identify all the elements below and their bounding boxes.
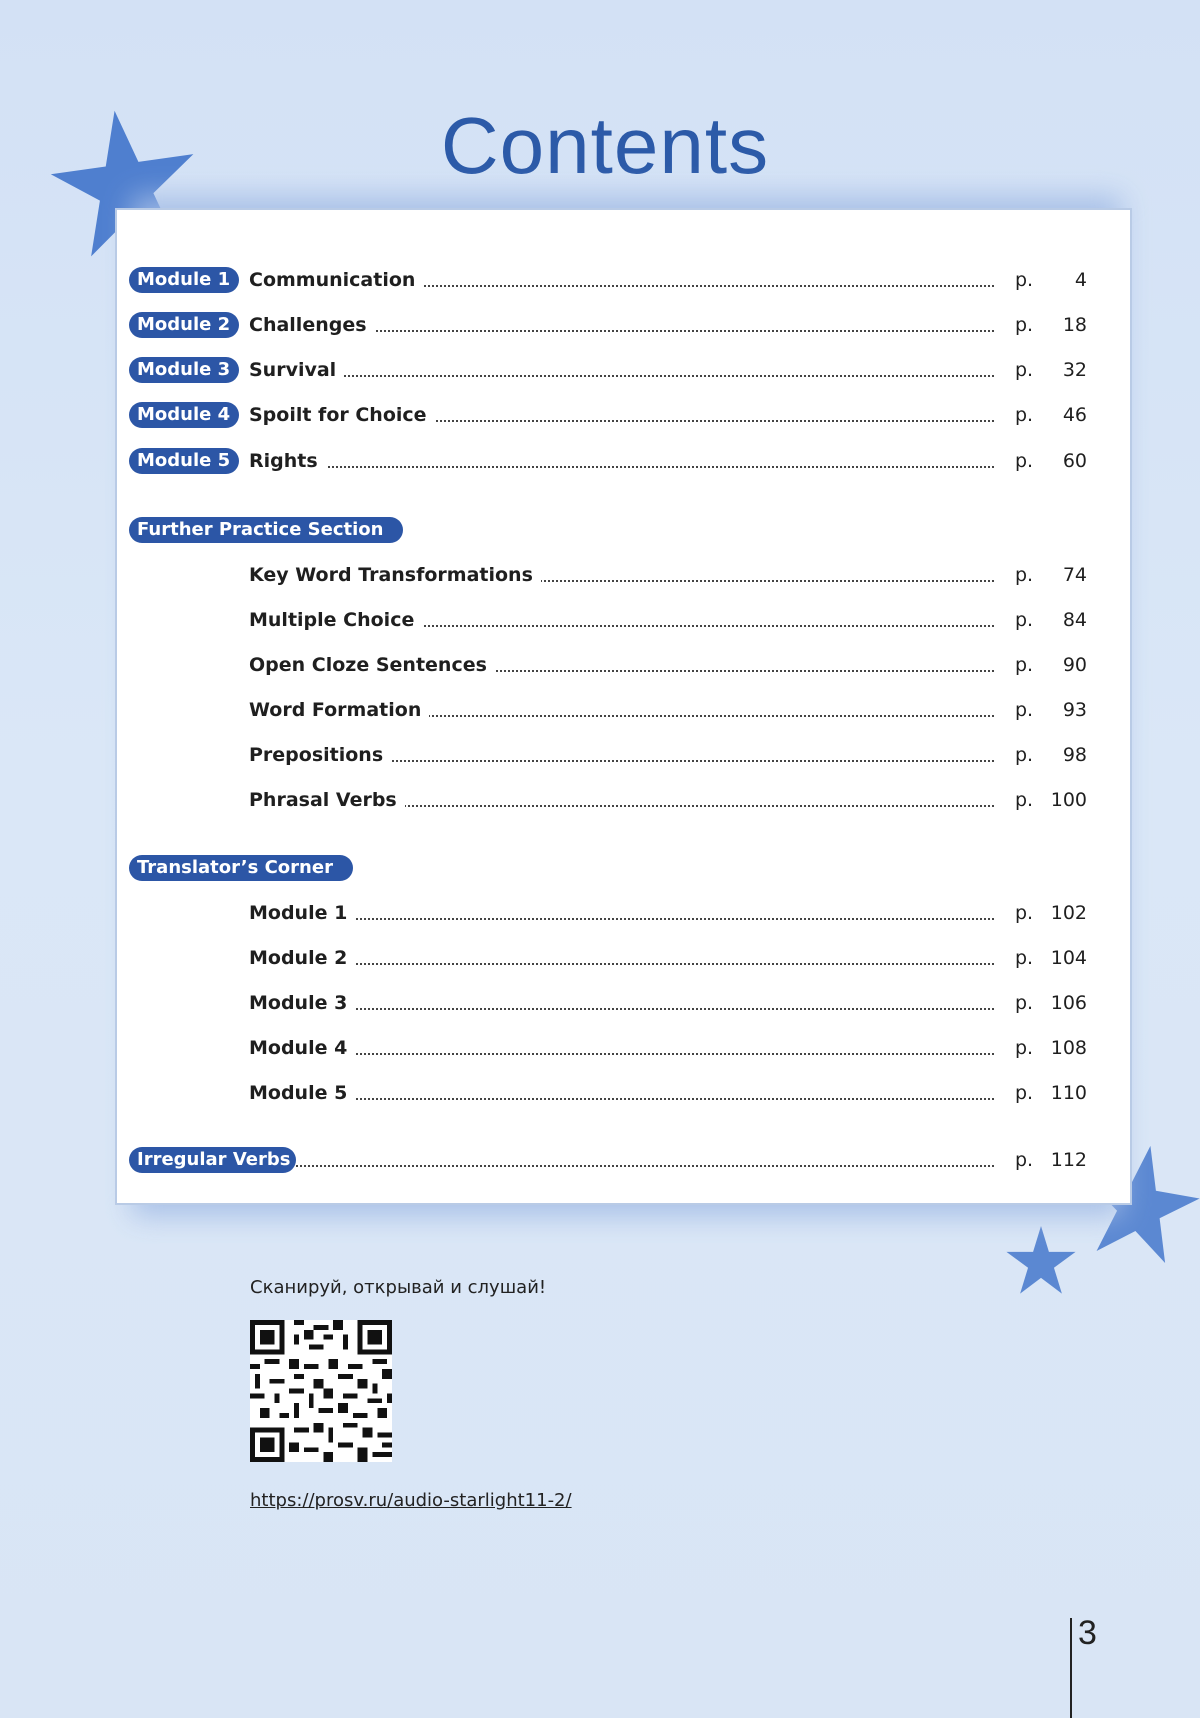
dotted-leader bbox=[249, 466, 994, 468]
page-number: 3 bbox=[1078, 1614, 1097, 1652]
toc-row-translator[interactable]: Module 2 p. 104 bbox=[249, 947, 1087, 969]
dotted-leader bbox=[249, 375, 994, 377]
toc-row-practice[interactable]: Prepositions p. 98 bbox=[249, 744, 1087, 766]
toc-row-translator[interactable]: Module 1 p. 102 bbox=[249, 902, 1087, 924]
toc-row-translator[interactable]: Module 5 p. 110 bbox=[249, 1082, 1087, 1104]
toc-row-practice[interactable]: Multiple Choice p. 84 bbox=[249, 609, 1087, 631]
toc-row-practice[interactable]: Open Cloze Sentences p. 90 bbox=[249, 654, 1087, 676]
scan-prompt: Сканируй, открывай и слушай! bbox=[250, 1277, 547, 1298]
further-practice-heading: Further Practice Section bbox=[129, 517, 403, 543]
module-badge: Module 1 bbox=[129, 267, 239, 293]
irregular-verbs-heading: Irregular Verbs bbox=[129, 1147, 296, 1173]
toc-entry-label: Module 2 bbox=[249, 947, 355, 969]
dotted-leader bbox=[277, 1165, 994, 1167]
toc-entry-label: Phrasal Verbs bbox=[249, 789, 405, 811]
toc-entry-label: Challenges bbox=[249, 314, 375, 336]
toc-entry-label: Rights bbox=[249, 450, 326, 472]
toc-entry-label: Module 3 bbox=[249, 992, 355, 1014]
toc-entry-label: Spoilt for Choice bbox=[249, 404, 435, 426]
dotted-leader bbox=[249, 1008, 994, 1010]
toc-entry-label: Module 1 bbox=[249, 902, 355, 924]
dotted-leader bbox=[249, 1053, 994, 1055]
toc-row-module-3[interactable]: Module 3 Survival p. 32 bbox=[117, 357, 1134, 385]
page-title: Contents bbox=[440, 101, 770, 190]
contents-panel bbox=[115, 208, 1132, 1205]
dotted-leader bbox=[249, 963, 994, 965]
dotted-leader bbox=[249, 918, 994, 920]
audio-link[interactable]: https://prosv.ru/audio-starlight11-2/ bbox=[250, 1490, 572, 1511]
toc-row-module-1[interactable]: Module 1 Communication p. 4 bbox=[117, 267, 1134, 295]
module-badge: Module 2 bbox=[129, 312, 239, 338]
toc-entry-label: Prepositions bbox=[249, 744, 391, 766]
toc-entry-label: Communication bbox=[249, 269, 423, 291]
toc-row-module-4[interactable]: Module 4 Spoilt for Choice p. 46 bbox=[117, 402, 1134, 430]
page-number-divider bbox=[1070, 1618, 1072, 1718]
module-badge: Module 4 bbox=[129, 402, 239, 428]
translators-corner-heading: Translator’s Corner bbox=[129, 855, 353, 881]
qr-code-icon[interactable] bbox=[250, 1320, 392, 1462]
toc-row-irregular-verbs[interactable]: Irregular Verbs p. 112 bbox=[117, 1147, 1134, 1175]
toc-row-module-2[interactable]: Module 2 Challenges p. 18 bbox=[117, 312, 1134, 340]
module-badge: Module 5 bbox=[129, 448, 239, 474]
toc-entry-label: Module 5 bbox=[249, 1082, 355, 1104]
toc-row-practice[interactable]: Key Word Transformations p. 74 bbox=[249, 564, 1087, 586]
toc-row-practice[interactable]: Word Formation p. 93 bbox=[249, 699, 1087, 721]
toc-row-module-5[interactable]: Module 5 Rights p. 60 bbox=[117, 448, 1134, 476]
dotted-leader bbox=[249, 1098, 994, 1100]
toc-entry-label: Open Cloze Sentences bbox=[249, 654, 495, 676]
toc-row-practice[interactable]: Phrasal Verbs p. 100 bbox=[249, 789, 1087, 811]
toc-row-translator[interactable]: Module 3 p. 106 bbox=[249, 992, 1087, 1014]
toc-entry-label: Module 4 bbox=[249, 1037, 355, 1059]
star-icon-bottom-middle bbox=[1005, 1226, 1077, 1298]
toc-entry-label: Survival bbox=[249, 359, 344, 381]
toc-entry-label: Word Formation bbox=[249, 699, 429, 721]
toc-row-translator[interactable]: Module 4 p. 108 bbox=[249, 1037, 1087, 1059]
toc-entry-label: Multiple Choice bbox=[249, 609, 422, 631]
toc-entry-label: Key Word Transformations bbox=[249, 564, 541, 586]
module-badge: Module 3 bbox=[129, 357, 239, 383]
